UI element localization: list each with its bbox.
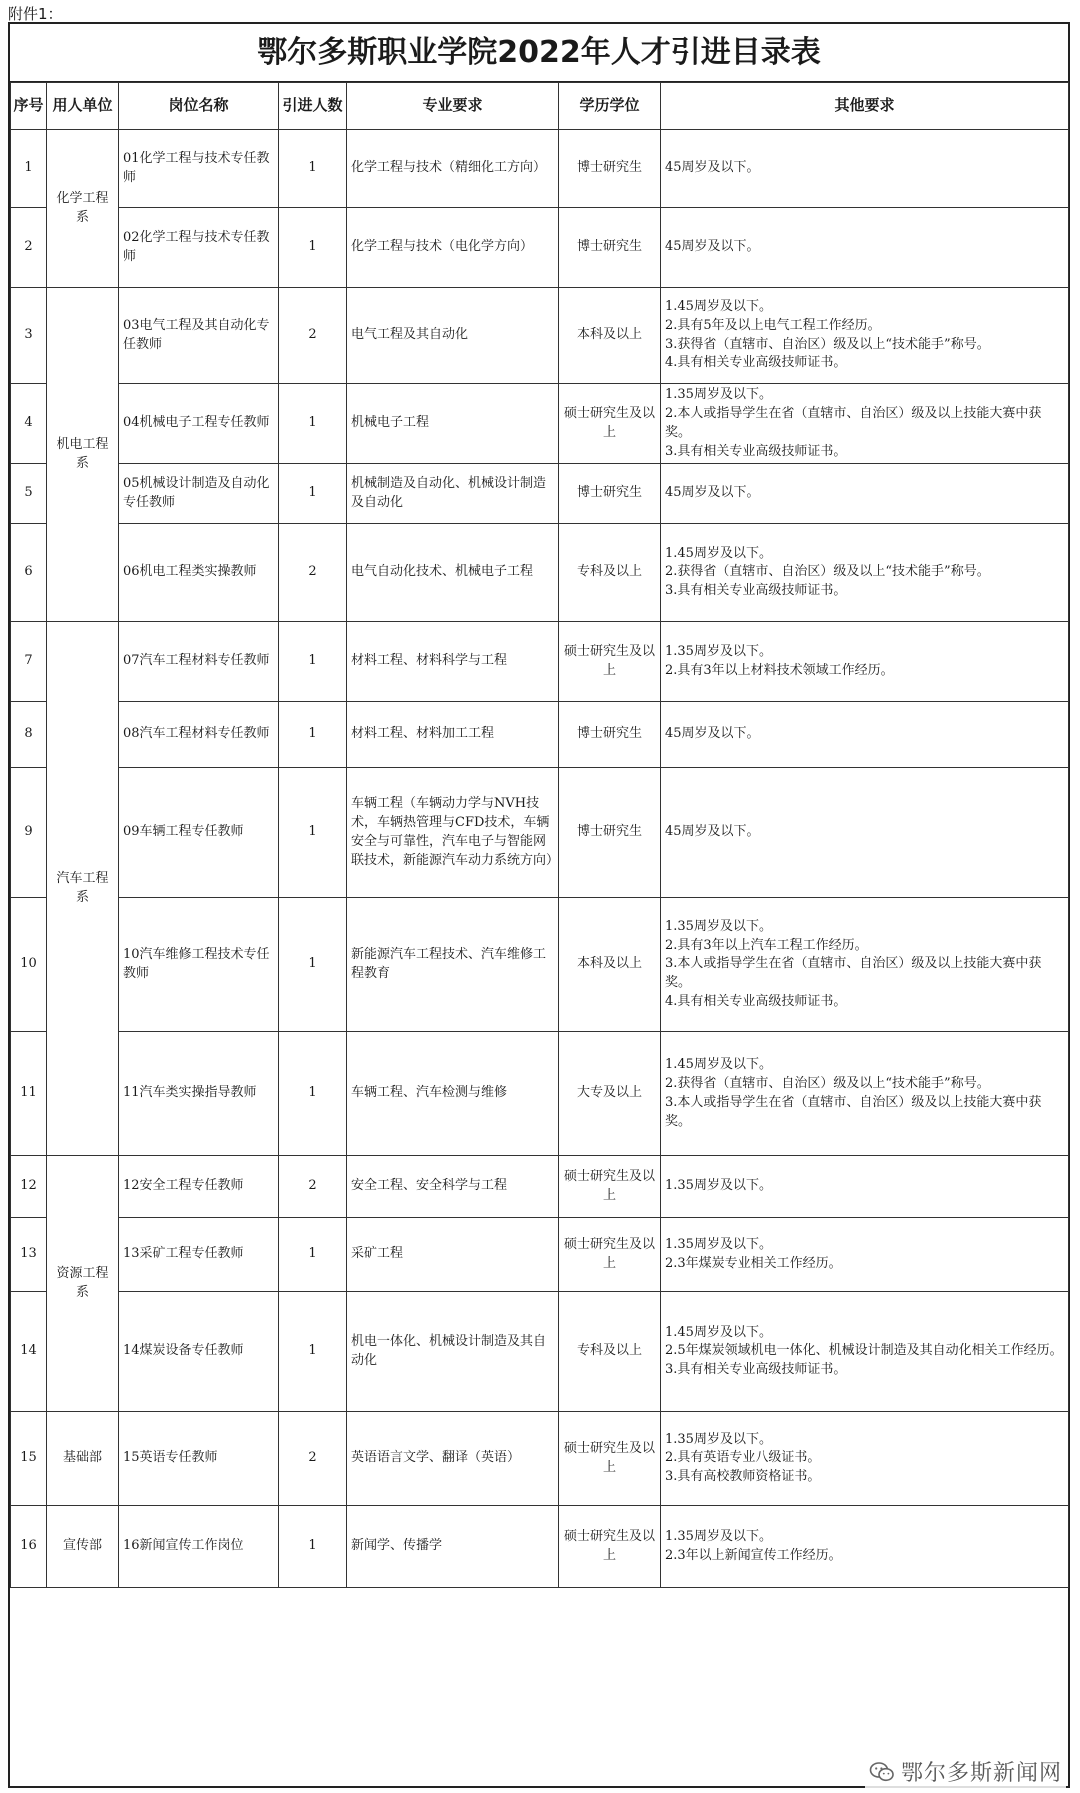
cell-no: 11 [11, 1032, 47, 1156]
cell-major: 化学工程与技术（精细化工方向） [347, 130, 559, 208]
attachment-label: 附件1： [8, 5, 63, 23]
cell-no: 3 [11, 288, 47, 384]
watermark [865, 1754, 1066, 1789]
table-body [11, 130, 1069, 1588]
header-count: 引进人数 [279, 83, 347, 130]
cell-other: 1.35周岁及以下。 2.3年煤炭专业相关工作经历。 [661, 1218, 1069, 1292]
cell-count: 1 [279, 1506, 347, 1588]
cell-major: 英语语言文学、翻译（英语） [347, 1412, 559, 1506]
cell-no: 8 [11, 702, 47, 768]
cell-degree: 硕士研究生及以上 [559, 384, 661, 464]
cell-degree: 大专及以上 [559, 1032, 661, 1156]
table-row [11, 622, 1069, 702]
cell-no: 1 [11, 130, 47, 208]
cell-count: 1 [279, 1218, 347, 1292]
cell-other: 1.35周岁及以下。 2.3年以上新闻宣传工作经历。 [661, 1506, 1069, 1588]
cell-other: 1.45周岁及以下。 2.具有5年及以上电气工程工作经历。 3.获得省（直辖市、自治区）级及以上“技术能手”称号。 4.具有相关专业高级技师证书。 [661, 288, 1069, 384]
cell-post: 10汽车维修工程技术专任教师 [119, 898, 279, 1032]
cell-department: 汽车工程系 [47, 622, 119, 1156]
cell-count: 2 [279, 524, 347, 622]
cell-count: 2 [279, 1412, 347, 1506]
table-row [11, 1412, 1069, 1506]
cell-major: 机电一体化、机械设计制造及其自动化 [347, 1292, 559, 1412]
cell-post: 11汽车类实操指导教师 [119, 1032, 279, 1156]
cell-post: 15英语专任教师 [119, 1412, 279, 1506]
cell-major: 电气工程及其自动化 [347, 288, 559, 384]
wechat-icon [869, 1759, 895, 1785]
cell-degree: 专科及以上 [559, 1292, 661, 1412]
cell-major: 化学工程与技术（电化学方向） [347, 208, 559, 288]
cell-other: 1.45周岁及以下。 2.获得省（直辖市、自治区）级及以上“技术能手”称号。 3.本人或指导学生在省（直辖市、自治区）级及以上技能大赛中获奖。 [661, 1032, 1069, 1156]
cell-major: 采矿工程 [347, 1218, 559, 1292]
table-row [11, 1032, 1069, 1156]
cell-degree: 博士研究生 [559, 702, 661, 768]
cell-major: 机械制造及自动化、机械设计制造及自动化 [347, 464, 559, 524]
cell-count: 1 [279, 464, 347, 524]
cell-major: 车辆工程（车辆动力学与NVH技术，车辆热管理与CFD技术，车辆安全与可靠性，汽车电子与智能网联技术，新能源汽车动力系统方向） [347, 768, 559, 898]
cell-major: 新闻学、传播学 [347, 1506, 559, 1588]
document-title: 鄂尔多斯职业学院2022年人才引进目录表 [10, 24, 1068, 82]
cell-degree: 本科及以上 [559, 898, 661, 1032]
header-department: 用人单位 [47, 83, 119, 130]
table-row [11, 1292, 1069, 1412]
table-row [11, 1156, 1069, 1218]
cell-no: 10 [11, 898, 47, 1032]
cell-post: 08汽车工程材料专任教师 [119, 702, 279, 768]
recruitment-table [10, 82, 1069, 1588]
header-post: 岗位名称 [119, 83, 279, 130]
cell-no: 9 [11, 768, 47, 898]
cell-major: 材料工程、材料科学与工程 [347, 622, 559, 702]
cell-count: 1 [279, 208, 347, 288]
cell-post: 01化学工程与技术专任教师 [119, 130, 279, 208]
cell-major: 电气自动化技术、机械电子工程 [347, 524, 559, 622]
cell-no: 4 [11, 384, 47, 464]
cell-department: 基础部 [47, 1412, 119, 1506]
cell-degree: 博士研究生 [559, 130, 661, 208]
cell-other: 1.35周岁及以下。 2.本人或指导学生在省（直辖市、自治区）级及以上技能大赛中获奖。 3.具有相关专业高级技师证书。 [661, 384, 1069, 464]
cell-other: 45周岁及以下。 [661, 130, 1069, 208]
cell-no: 13 [11, 1218, 47, 1292]
cell-degree: 专科及以上 [559, 524, 661, 622]
cell-degree: 硕士研究生及以上 [559, 622, 661, 702]
table-frame [8, 22, 1070, 1788]
cell-degree: 博士研究生 [559, 208, 661, 288]
cell-other: 1.35周岁及以下。 [661, 1156, 1069, 1218]
cell-major: 材料工程、材料加工工程 [347, 702, 559, 768]
cell-degree: 博士研究生 [559, 464, 661, 524]
cell-count: 1 [279, 898, 347, 1032]
table-row [11, 1218, 1069, 1292]
cell-post: 14煤炭设备专任教师 [119, 1292, 279, 1412]
cell-major: 安全工程、安全科学与工程 [347, 1156, 559, 1218]
table-row [11, 130, 1069, 208]
cell-post: 09车辆工程专任教师 [119, 768, 279, 898]
cell-no: 5 [11, 464, 47, 524]
cell-department: 化学工程系 [47, 130, 119, 288]
cell-other: 1.35周岁及以下。 2.具有英语专业八级证书。 3.具有高校教师资格证书。 [661, 1412, 1069, 1506]
cell-post: 03电气工程及其自动化专任教师 [119, 288, 279, 384]
cell-count: 1 [279, 622, 347, 702]
cell-post: 12安全工程专任教师 [119, 1156, 279, 1218]
cell-post: 13采矿工程专任教师 [119, 1218, 279, 1292]
cell-count: 1 [279, 130, 347, 208]
cell-degree: 本科及以上 [559, 288, 661, 384]
cell-count: 1 [279, 1292, 347, 1412]
cell-count: 1 [279, 768, 347, 898]
cell-no: 2 [11, 208, 47, 288]
cell-other: 45周岁及以下。 [661, 702, 1069, 768]
cell-major: 车辆工程、汽车检测与维修 [347, 1032, 559, 1156]
cell-post: 06机电工程类实操教师 [119, 524, 279, 622]
cell-post: 05机械设计制造及自动化专任教师 [119, 464, 279, 524]
header-degree: 学历学位 [559, 83, 661, 130]
cell-count: 2 [279, 288, 347, 384]
cell-post: 16新闻宣传工作岗位 [119, 1506, 279, 1588]
table-row [11, 1506, 1069, 1588]
cell-post: 02化学工程与技术专任教师 [119, 208, 279, 288]
table-row [11, 464, 1069, 524]
cell-major: 新能源汽车工程技术、汽车维修工程教育 [347, 898, 559, 1032]
table-row [11, 524, 1069, 622]
cell-department: 机电工程系 [47, 288, 119, 622]
cell-other: 1.35周岁及以下。 2.具有3年以上汽车工程工作经历。 3.本人或指导学生在省（直辖市、自治区）级及以上技能大赛中获奖。 4.具有相关专业高级技师证书。 [661, 898, 1069, 1032]
cell-no: 14 [11, 1292, 47, 1412]
cell-no: 6 [11, 524, 47, 622]
cell-department: 宣传部 [47, 1506, 119, 1588]
cell-no: 16 [11, 1506, 47, 1588]
table-row [11, 288, 1069, 384]
cell-no: 12 [11, 1156, 47, 1218]
cell-count: 1 [279, 1032, 347, 1156]
cell-department: 资源工程系 [47, 1156, 119, 1412]
header-major: 专业要求 [347, 83, 559, 130]
cell-other: 45周岁及以下。 [661, 464, 1069, 524]
cell-post: 04机械电子工程专任教师 [119, 384, 279, 464]
header-no: 序号 [11, 83, 47, 130]
cell-major: 机械电子工程 [347, 384, 559, 464]
cell-no: 15 [11, 1412, 47, 1506]
cell-degree: 博士研究生 [559, 768, 661, 898]
table-row [11, 702, 1069, 768]
cell-no: 7 [11, 622, 47, 702]
table-row [11, 208, 1069, 288]
cell-degree: 硕士研究生及以上 [559, 1506, 661, 1588]
cell-other: 1.35周岁及以下。 2.具有3年以上材料技术领域工作经历。 [661, 622, 1069, 702]
cell-other: 1.45周岁及以下。 2.5年煤炭领域机电一体化、机械设计制造及其自动化相关工作经历。 3.具有相关专业高级技师证书。 [661, 1292, 1069, 1412]
table-row [11, 384, 1069, 464]
table-row [11, 768, 1069, 898]
cell-count: 2 [279, 1156, 347, 1218]
cell-other: 45周岁及以下。 [661, 768, 1069, 898]
table-row [11, 898, 1069, 1032]
header-other: 其他要求 [661, 83, 1069, 130]
table-header-row [11, 83, 1069, 130]
cell-degree: 硕士研究生及以上 [559, 1218, 661, 1292]
cell-other: 45周岁及以下。 [661, 208, 1069, 288]
cell-count: 1 [279, 702, 347, 768]
cell-degree: 硕士研究生及以上 [559, 1156, 661, 1218]
cell-degree: 硕士研究生及以上 [559, 1412, 661, 1506]
cell-post: 07汽车工程材料专任教师 [119, 622, 279, 702]
cell-other: 1.45周岁及以下。 2.获得省（直辖市、自治区）级及以上“技术能手”称号。 3.具有相关专业高级技师证书。 [661, 524, 1069, 622]
cell-count: 1 [279, 384, 347, 464]
watermark-text: 鄂尔多斯新闻网 [900, 1761, 1062, 1786]
